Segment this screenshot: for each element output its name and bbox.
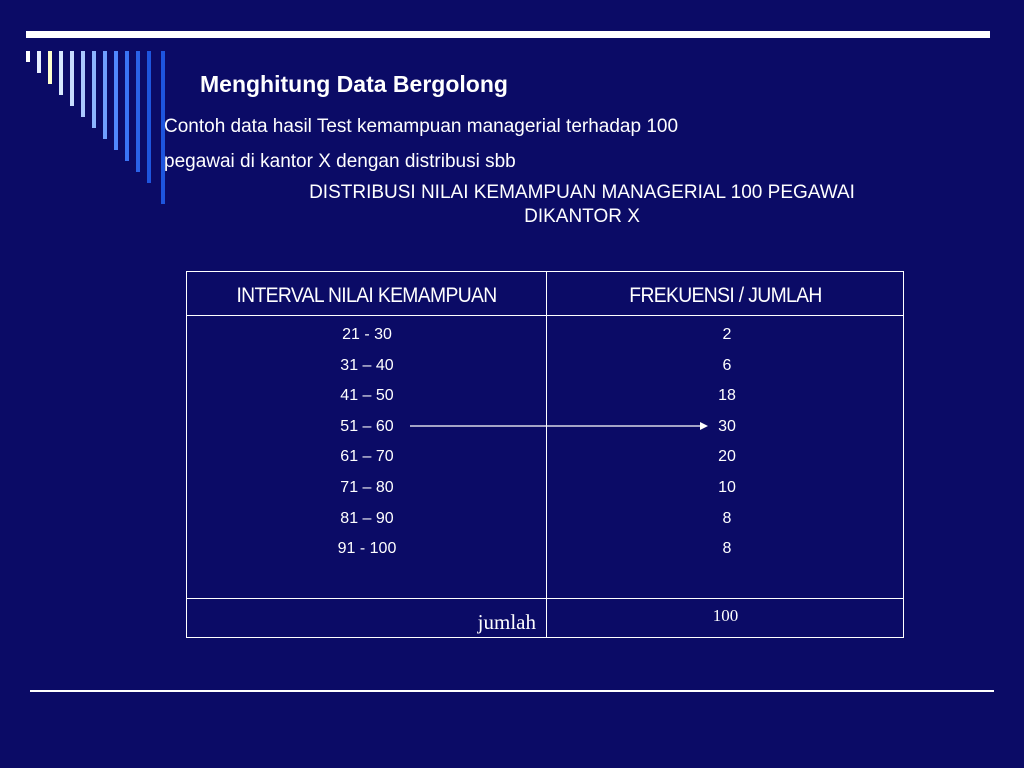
table-column-divider [546, 272, 547, 638]
interval-column [267, 320, 467, 565]
decorative-bar [103, 51, 107, 139]
interval-cell: 71 – 80 [340, 478, 394, 496]
frequency-cell: 6 [722, 356, 732, 374]
header-interval: INTERVAL NILAI KEMAMPUAN [236, 284, 497, 307]
intro-line: Contoh data hasil Test kemampuan managerial terhadap 100 [164, 116, 679, 137]
frequency-cell: 30 [718, 417, 736, 435]
frequency-cell: 10 [718, 478, 736, 496]
caption-line: DIKANTOR X [524, 206, 640, 227]
header-frequency: FREKUENSI / JUMLAH [629, 284, 822, 307]
frequency-cell: 2 [722, 326, 732, 343]
interval-cell: 41 – 50 [340, 387, 394, 405]
slide-title: Menghitung Data Bergolong [200, 71, 508, 97]
decorative-bar [59, 51, 63, 95]
total-value: 100 [712, 606, 739, 625]
intro-text [164, 109, 944, 179]
interval-cell: 61 – 70 [340, 448, 394, 466]
interval-cell: 31 – 40 [340, 356, 394, 374]
intro-line: pegawai di kantor X dengan distribusi sbb [164, 151, 516, 172]
decorative-bar [48, 51, 52, 84]
table-header-divider [187, 315, 904, 316]
decorative-bar [125, 51, 129, 161]
frequency-cell: 8 [722, 509, 732, 527]
decorative-bar [70, 51, 74, 106]
arrow-connector [410, 419, 710, 433]
decorative-bar [136, 51, 140, 172]
interval-cell: 91 - 100 [337, 540, 397, 558]
frequency-cell: 8 [722, 540, 732, 558]
frequency-cell: 20 [718, 448, 736, 466]
decorative-bar [147, 51, 151, 183]
decorative-bar [26, 51, 30, 62]
frequency-cell: 18 [718, 387, 736, 405]
decorative-bar [114, 51, 118, 150]
decorative-bar [92, 51, 96, 128]
interval-cell: 81 – 90 [340, 509, 394, 527]
decorative-bar [81, 51, 85, 117]
interval-cell: 21 - 30 [342, 326, 392, 343]
decorative-bar [37, 51, 41, 73]
frequency-column [627, 320, 827, 565]
table-caption [190, 181, 974, 229]
interval-cell: 51 – 60 [340, 417, 394, 435]
frequency-table [186, 271, 904, 638]
caption-line: DISTRIBUSI NILAI KEMAMPUAN MANAGERIAL 100 PEGAWAI [309, 182, 855, 203]
total-label: jumlah [477, 610, 536, 634]
bottom-rule [30, 690, 994, 692]
